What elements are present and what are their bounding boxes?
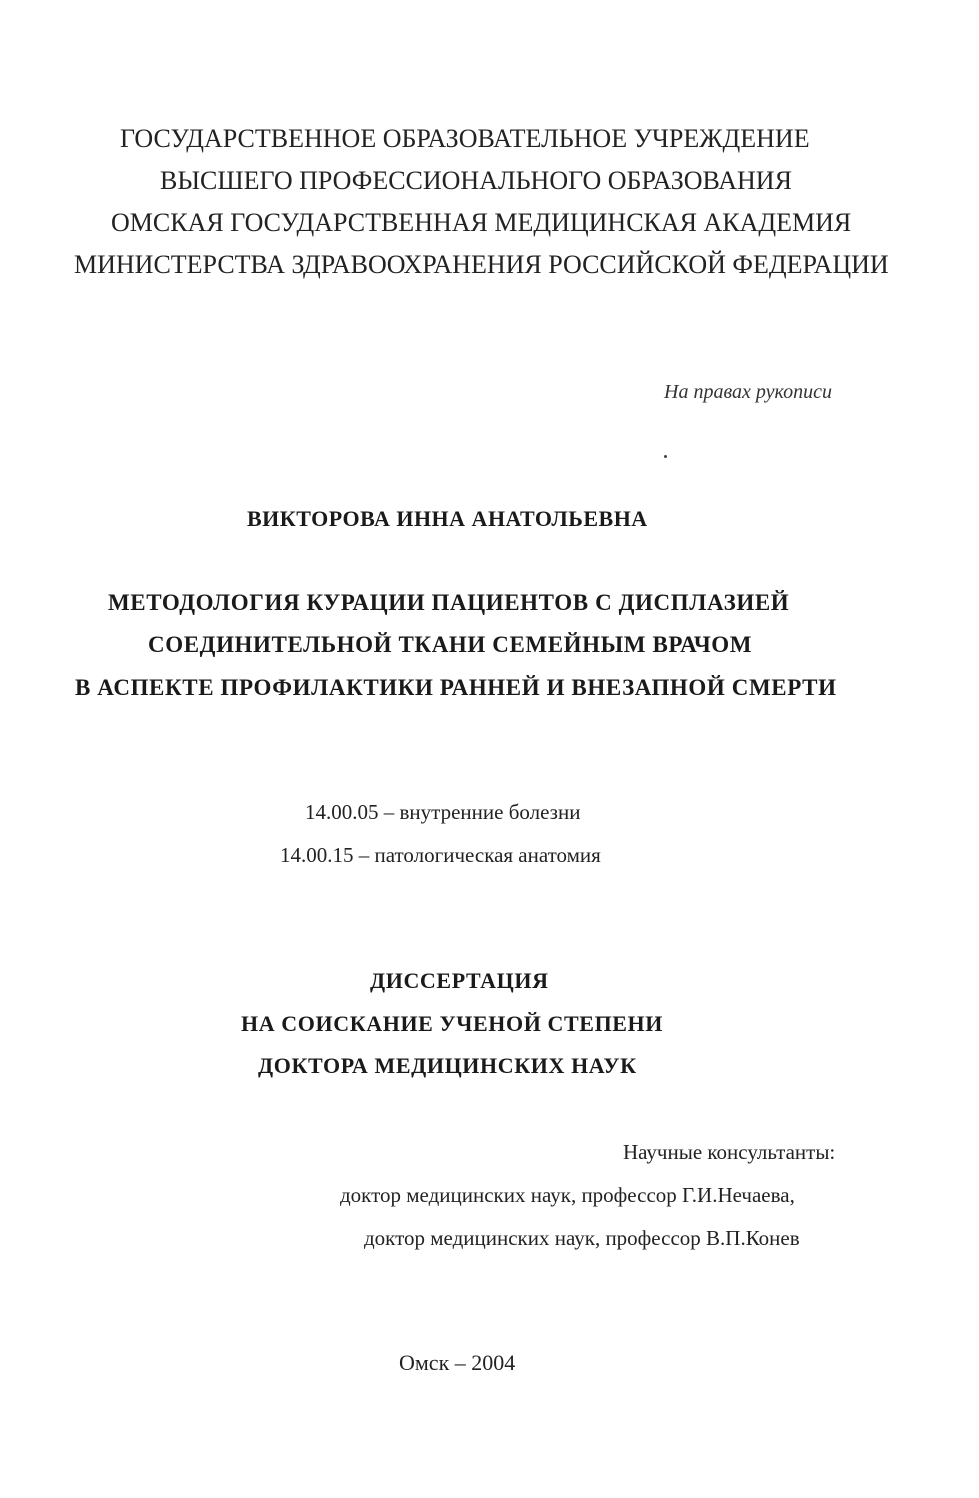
dissertation-line-3: ДОКТОРА МЕДИЦИНСКИХ НАУК <box>258 1053 637 1078</box>
institution-line-1: ГОСУДАРСТВЕННОЕ ОБРАЗОВАТЕЛЬНОЕ УЧРЕЖДЕНИЕ <box>120 124 810 153</box>
title-line-1: МЕТОДОЛОГИЯ КУРАЦИИ ПАЦИЕНТОВ С ДИСПЛАЗИЕЙ <box>108 590 790 615</box>
consultant-2: доктор медицинских наук, профессор В.П.Конев <box>364 1226 800 1250</box>
consultants-heading: Научные консультанты: <box>623 1140 836 1164</box>
institution-line-2: ВЫСШЕГО ПРОФЕССИОНАЛЬНОГО ОБРАЗОВАНИЯ <box>160 166 792 195</box>
manuscript-note: На правах рукописи <box>664 381 832 403</box>
author-name: ВИКТОРОВА ИННА АНАТОЛЬЕВНА <box>247 506 648 531</box>
dissertation-line-1: ДИССЕРТАЦИЯ <box>370 968 549 993</box>
consultant-1: доктор медицинских наук, профессор Г.И.Нечаева, <box>340 1183 795 1207</box>
institution-line-3: ОМСКАЯ ГОСУДАРСТВЕННАЯ МЕДИЦИНСКАЯ АКАДЕМИЯ <box>111 208 852 237</box>
place-year: Омск – 2004 <box>399 1350 516 1375</box>
specialty-1: 14.00.05 – внутренние болезни <box>305 800 581 824</box>
institution-line-4: МИНИСТЕРСТВА ЗДРАВООХРАНЕНИЯ РОССИЙСКОЙ ФЕДЕРАЦИИ <box>74 250 889 279</box>
dissertation-line-2: НА СОИСКАНИЕ УЧЕНОЙ СТЕПЕНИ <box>241 1011 663 1036</box>
title-line-2: СОЕДИНИТЕЛЬНОЙ ТКАНИ СЕМЕЙНЫМ ВРАЧОМ <box>148 632 753 657</box>
specialty-2: 14.00.15 – патологическая анатомия <box>280 843 601 867</box>
scan-speck <box>664 455 667 458</box>
title-line-3: В АСПЕКТЕ ПРОФИЛАКТИКИ РАННЕЙ И ВНЕЗАПНОЙ СМЕРТИ <box>75 675 837 700</box>
